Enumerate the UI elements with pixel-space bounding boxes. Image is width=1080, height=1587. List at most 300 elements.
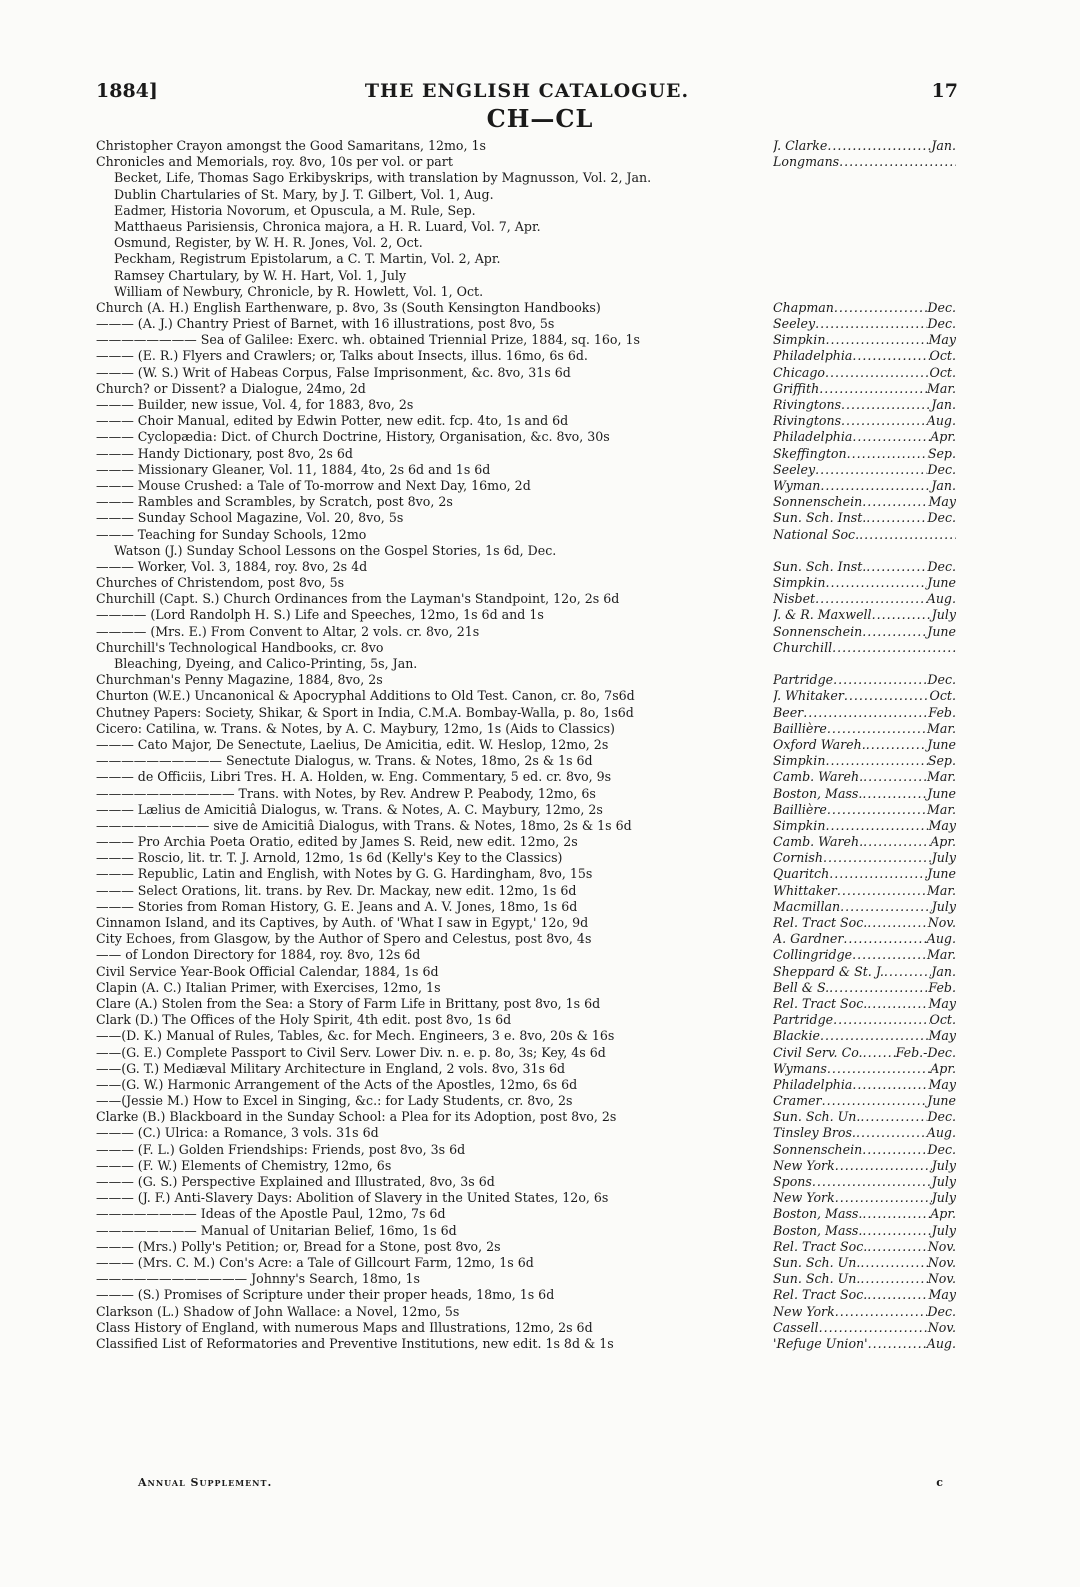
header-year: 1884]	[96, 80, 158, 102]
entry-publisher: Quaritch	[773, 866, 830, 882]
entry-date: Sep.	[927, 753, 956, 769]
entry-title: Class History of England, with numerous Maps and Illustrations, 12mo, 2s 6d	[96, 1319, 593, 1335]
entry-date: May	[928, 1287, 956, 1303]
entry-title: ——(G. W.) Harmonic Arrangement of the Acts of the Apostles, 12mo, 6s 6d	[96, 1076, 578, 1092]
entry-publisher: Chicago	[773, 364, 825, 380]
entry-publisher-block	[773, 381, 956, 397]
catalogue-entry	[96, 462, 956, 478]
entry-date: Oct.	[929, 688, 956, 704]
leader-dots	[832, 640, 956, 656]
leader-dots	[827, 802, 927, 818]
catalogue-entry	[96, 834, 956, 850]
leader-dots	[803, 705, 928, 721]
entry-date: Mar.	[926, 801, 956, 817]
entry-title: ——— Pro Archia Poeta Oratio, edited by James S. Reid, new edit. 12mo, 2s	[96, 834, 578, 850]
entry-date: Oct.	[929, 1012, 956, 1028]
entry-publisher-block	[773, 1206, 956, 1222]
entry-date: Dec.	[927, 558, 956, 574]
leader-dots	[856, 1125, 927, 1141]
entry-publisher: Sonnenschein	[773, 623, 863, 639]
entry-publisher-block	[773, 527, 956, 543]
entry-publisher: Griffith	[773, 380, 820, 396]
catalogue-entry	[96, 818, 956, 834]
entry-publisher: Philadelphia	[773, 1076, 853, 1092]
catalogue-entry	[96, 753, 956, 769]
leader-dots	[835, 1158, 932, 1174]
entry-publisher: A. Gardner	[773, 931, 844, 947]
footer-supplement: Annual Supplement.	[138, 1476, 273, 1489]
leader-dots	[863, 1045, 896, 1061]
leader-dots	[852, 1077, 928, 1093]
entry-date: Dec.	[927, 461, 956, 477]
leader-dots	[852, 429, 930, 445]
entry-publisher: Sheppard & St. J.	[773, 963, 884, 979]
entry-publisher: J. & R. Maxwell	[773, 607, 872, 623]
entry-publisher: Whittaker	[773, 882, 837, 898]
catalogue-entry	[96, 737, 956, 753]
catalogue-entry	[96, 397, 956, 413]
catalogue-entry	[96, 850, 956, 866]
entry-title: ——— Republic, Latin and English, with Notes by G. G. Hardingham, 8vo, 15s	[96, 866, 593, 882]
entry-publisher-block	[773, 462, 956, 478]
catalogue-entry	[96, 154, 956, 170]
entry-publisher: Blackie	[773, 1028, 820, 1044]
entry-publisher: 'Refuge Union'	[773, 1335, 868, 1351]
entry-publisher-block	[773, 1304, 956, 1320]
catalogue-entry	[96, 802, 956, 818]
entry-date: Apr.	[930, 429, 956, 445]
entry-publisher-block	[773, 705, 956, 721]
entry-date: June	[927, 623, 956, 639]
entry-title: ——— (Mrs. C. M.) Con's Acre: a Tale of Gillcourt Farm, 12mo, 1s 6d	[96, 1254, 534, 1270]
catalogue-entry	[96, 284, 956, 300]
entry-publisher-block	[773, 1320, 956, 1336]
entry-publisher: New York	[773, 1190, 835, 1206]
leader-dots	[862, 786, 927, 802]
entry-publisher-block	[773, 429, 956, 445]
entry-title: Chronicles and Memorials, roy. 8vo, 10s per vol. or part	[96, 154, 453, 170]
entry-title: Churton (W.E.) Uncanonical & Apocryphal Additions to Old Test. Canon, cr. 8o, 7s6d	[96, 688, 635, 704]
entry-publisher-block	[773, 899, 956, 915]
catalogue-entry	[96, 1158, 956, 1174]
entry-publisher-block	[773, 688, 956, 704]
entry-publisher: J. Whitaker	[773, 688, 844, 704]
entry-publisher: Longmans	[773, 154, 840, 170]
entry-date: Aug.	[926, 931, 956, 947]
entry-title: —— of London Directory for 1884, roy. 8vo, 12s 6d	[96, 947, 421, 963]
entry-publisher-block	[773, 1093, 956, 1109]
entry-publisher-block	[773, 1012, 956, 1028]
entry-date: Oct.	[929, 348, 956, 364]
entry-date: July	[931, 607, 956, 623]
entry-date: Mar.	[926, 882, 956, 898]
entry-title: ————————— sive de Amicitiâ Dialogus, with Trans. & Notes, 18mo, 2s & 1s 6d	[96, 817, 632, 833]
entry-title: ——— Mouse Crushed: a Tale of To-morrow and Next Day, 16mo, 2d	[96, 477, 531, 493]
entry-publisher-block	[773, 397, 956, 413]
entry-publisher: Rel. Tract Soc.	[773, 995, 868, 1011]
catalogue-entry	[96, 1061, 956, 1077]
entry-publisher: Simpkin	[773, 817, 826, 833]
catalogue-entry	[96, 348, 956, 364]
entry-title: Classified List of Reformatories and Preventive Institutions, new edit. 1s 8d & 1s	[96, 1335, 614, 1351]
entry-publisher-block	[773, 883, 956, 899]
entry-title: ———— (Lord Randolph H. S.) Life and Speeches, 12mo, 1s 6d and 1s	[96, 607, 544, 623]
entry-publisher-block	[773, 1174, 956, 1190]
entry-publisher: Rel. Tract Soc.	[773, 1238, 868, 1254]
entry-title: ——— (W. S.) Writ of Habeas Corpus, False Imprisonment, &c. 8vo, 31s 6d	[96, 364, 571, 380]
entry-publisher-block	[773, 786, 956, 802]
entry-publisher: Chapman	[773, 299, 834, 315]
entry-publisher: Boston, Mass.	[773, 1222, 863, 1238]
leader-dots	[829, 866, 927, 882]
entry-title: Cinnamon Island, and its Captives, by Auth. of 'What I saw in Egypt,' 12o, 9d	[96, 915, 589, 930]
catalogue-entry	[96, 1077, 956, 1093]
catalogue-entry	[96, 1190, 956, 1206]
entry-title: ——— Select Orations, lit. trans. by Rev. Dr. Mackay, new edit. 12mo, 1s 6d	[96, 882, 577, 898]
entry-date: June	[927, 575, 956, 591]
leader-dots	[825, 818, 928, 834]
leader-dots	[819, 1320, 928, 1336]
catalogue-entry	[96, 640, 956, 656]
entry-publisher: National Soc.	[773, 526, 860, 542]
entry-title: Clark (D.) The Offices of the Holy Spirit, 4th edit. post 8vo, 1s 6d	[96, 1012, 512, 1028]
entry-publisher-block	[773, 947, 956, 963]
entry-publisher-block	[773, 866, 956, 882]
entry-date: Dec.	[927, 299, 956, 315]
entry-publisher-block	[773, 1271, 956, 1287]
entry-title: Church (A. H.) English Earthenware, p. 8vo, 3s (South Kensington Handbooks)	[96, 299, 601, 315]
entry-publisher: Sonnenschein	[773, 1141, 863, 1157]
entry-date: Jan.	[931, 477, 956, 493]
catalogue-entry	[96, 235, 956, 251]
entry-title: Matthaeus Parisiensis, Chronica majora, a H. R. Luard, Vol. 7, Apr.	[114, 218, 541, 234]
catalogue-entry	[96, 1012, 956, 1028]
entry-title: Becket, Life, Thomas Sago Erkibyskrips, with translation by Magnusson, Vol. 2, Jan.	[114, 170, 652, 186]
entry-publisher-block	[773, 1223, 956, 1239]
catalogue-entries	[96, 138, 956, 1352]
catalogue-entry	[96, 381, 956, 397]
entry-title: Dublin Chartularies of St. Mary, by J. T. Gilbert, Vol. 1, Aug.	[114, 186, 494, 202]
entry-publisher-block	[773, 413, 956, 429]
leader-dots	[835, 1190, 932, 1206]
catalogue-entry	[96, 624, 956, 640]
entry-publisher-block	[773, 996, 956, 1012]
catalogue-entry	[96, 1206, 956, 1222]
entry-publisher: Baillière	[773, 801, 827, 817]
catalogue-entry	[96, 1045, 956, 1061]
entry-title: ——— (G. S.) Perspective Explained and Illustrated, 8vo, 3s 6d	[96, 1174, 495, 1189]
leader-dots	[815, 591, 927, 607]
leader-dots	[839, 154, 956, 170]
leader-dots	[829, 980, 928, 996]
entry-publisher-block	[773, 1077, 956, 1093]
entry-title: ——— (A. J.) Chantry Priest of Barnet, with 16 illustrations, post 8vo, 5s	[96, 316, 555, 332]
leader-dots	[866, 737, 928, 753]
entry-title: ——————————— Trans. with Notes, by Rev. Andrew P. Peabody, 12mo, 6s	[96, 785, 596, 801]
entry-title: ——— Lælius de Amicitiâ Dialogus, w. Trans. & Notes, A. C. Maybury, 12mo, 2s	[96, 801, 603, 817]
catalogue-entry	[96, 899, 956, 915]
entry-publisher-block	[773, 1142, 956, 1158]
entry-publisher: Philadelphia	[773, 429, 853, 445]
entry-publisher-block	[773, 607, 956, 623]
entry-date: July	[931, 1174, 956, 1189]
entry-publisher: Sun. Sch. Un.	[773, 1109, 861, 1125]
entry-title: ———————— Manual of Unitarian Belief, 16mo, 1s 6d	[96, 1222, 457, 1238]
entry-publisher: Boston, Mass.	[773, 1206, 863, 1222]
entry-title: ——— Cato Major, De Senectute, Laelius, De Amicitia, edit. W. Heslop, 12mo, 2s	[96, 736, 609, 752]
entry-date: Dec.	[927, 510, 956, 526]
entry-publisher-block	[773, 1190, 956, 1206]
entry-publisher: Beer	[773, 704, 804, 720]
entry-publisher: Skeffington	[773, 445, 847, 461]
entry-publisher-block	[773, 348, 956, 364]
leader-dots	[868, 1336, 927, 1352]
entry-title: Peckham, Registrum Epistolarum, a C. T. Martin, Vol. 2, Apr.	[114, 251, 501, 267]
entry-date: Apr.	[930, 834, 956, 850]
entry-date: Aug.	[926, 413, 956, 429]
catalogue-entry	[96, 656, 956, 672]
entry-title: ——— Missionary Gleaner, Vol. 11, 1884, 4to, 2s 6d and 1s 6d	[96, 461, 491, 477]
entry-date: Dec.	[927, 316, 956, 332]
catalogue-entry	[96, 1304, 956, 1320]
entry-publisher-block	[773, 1336, 956, 1352]
catalogue-entry	[96, 688, 956, 704]
leader-dots	[862, 1223, 931, 1239]
entry-publisher-block	[773, 494, 956, 510]
leader-dots	[823, 850, 932, 866]
catalogue-entry	[96, 138, 956, 154]
entry-title: Civil Service Year-Book Official Calendar, 1884, 1s 6d	[96, 963, 439, 979]
entry-publisher: New York	[773, 1157, 835, 1173]
entry-date: Dec.	[927, 1303, 956, 1319]
page-number: 17	[931, 80, 958, 102]
entry-publisher-block	[773, 737, 956, 753]
entry-title: Clarkson (L.) Shadow of John Wallace: a Novel, 12mo, 5s	[96, 1303, 460, 1319]
leader-dots	[820, 1028, 929, 1044]
entry-date: Jan.	[931, 138, 956, 153]
catalogue-entry	[96, 203, 956, 219]
entry-date: July	[931, 1190, 956, 1206]
catalogue-entry	[96, 316, 956, 332]
entry-date: Nov.	[927, 1319, 956, 1335]
entry-date: Mar.	[926, 720, 956, 736]
entry-date: July	[931, 850, 956, 866]
entry-publisher: Cramer	[773, 1093, 822, 1109]
entry-date: Aug.	[926, 591, 956, 607]
entry-date: Dec.	[927, 672, 956, 688]
catalogue-entry	[96, 510, 956, 526]
entry-publisher-block	[773, 1125, 956, 1141]
catalogue-entry	[96, 559, 956, 575]
entry-publisher-block	[773, 510, 956, 526]
entry-date: May	[928, 1028, 956, 1044]
entry-publisher: Sun. Sch. Inst.	[773, 510, 867, 526]
entry-date: Feb.	[928, 979, 956, 995]
leader-dots	[819, 381, 927, 397]
leader-dots	[825, 332, 928, 348]
entry-publisher-block	[773, 332, 956, 348]
catalogue-entry	[96, 980, 956, 996]
entry-date: Sep.	[927, 445, 956, 461]
entry-publisher: Simpkin	[773, 575, 826, 591]
entry-date: Aug.	[926, 1335, 956, 1351]
entry-title: Watson (J.) Sunday School Lessons on the Gospel Stories, 1s 6d, Dec.	[114, 542, 557, 558]
entry-title: ——— Stories from Roman History, G. E. Jeans and A. V. Jones, 18mo, 1s 6d	[96, 898, 578, 914]
catalogue-entry	[96, 1093, 956, 1109]
entry-title: ———————— Ideas of the Apostle Paul, 12mo, 7s 6d	[96, 1206, 446, 1222]
entry-date: Jan.	[931, 963, 956, 979]
entry-publisher: Cornish	[773, 850, 823, 866]
header-title: THE ENGLISH CATALOGUE.	[364, 80, 690, 102]
leader-dots	[833, 1012, 929, 1028]
catalogue-entry	[96, 300, 956, 316]
leader-dots	[827, 721, 927, 737]
leader-dots	[843, 931, 926, 947]
entry-title: ——— Builder, new issue, Vol. 4, for 1883, 8vo, 2s	[96, 397, 414, 412]
entry-title: ——— Sunday School Magazine, Vol. 20, 8vo, 5s	[96, 510, 404, 526]
catalogue-entry	[96, 1125, 956, 1141]
leader-dots	[866, 559, 927, 575]
entry-publisher-block	[773, 624, 956, 640]
catalogue-entry	[96, 575, 956, 591]
catalogue-entry	[96, 527, 956, 543]
leader-dots	[862, 1142, 927, 1158]
entry-title: Clarke (B.) Blackboard in the Sunday School: a Plea for its Adoption, post 8vo, 2s	[96, 1109, 617, 1125]
catalogue-entry	[96, 883, 956, 899]
leader-dots	[833, 672, 927, 688]
catalogue-entry	[96, 219, 956, 235]
catalogue-entry	[96, 494, 956, 510]
leader-dots	[825, 753, 927, 769]
entry-title: ——— (J. F.) Anti-Slavery Days: Abolition of Slavery in the United States, 12o, 6s	[96, 1190, 609, 1206]
entry-title: ——— Worker, Vol. 3, 1884, roy. 8vo, 2s 4d	[96, 558, 368, 574]
entry-publisher-block	[773, 721, 956, 737]
entry-title: Churchill's Technological Handbooks, cr. 8vo	[96, 639, 384, 655]
leader-dots	[863, 769, 927, 785]
catalogue-entry	[96, 964, 956, 980]
leader-dots	[841, 397, 931, 413]
entry-date: Feb.-Dec.	[895, 1044, 956, 1060]
entry-publisher-block	[773, 769, 956, 785]
entry-date: May	[928, 494, 956, 510]
entry-date: June	[927, 736, 956, 752]
catalogue-entry	[96, 1336, 956, 1352]
entry-title: ——— (F. L.) Golden Friendships: Friends, post 8vo, 3s 6d	[96, 1141, 466, 1157]
entry-publisher: Camb. Wareh.	[773, 834, 864, 850]
entry-title: ——— Roscio, lit. tr. T. J. Arnold, 12mo, 1s 6d (Kelly's Key to the Classics)	[96, 850, 563, 866]
entry-publisher: Sun. Sch. Inst.	[773, 558, 867, 574]
catalogue-entry	[96, 931, 956, 947]
catalogue-entry	[96, 672, 956, 688]
entry-publisher-block	[773, 931, 956, 947]
leader-dots	[862, 624, 927, 640]
leader-dots	[866, 510, 927, 526]
entry-title: ——— Handy Dictionary, post 8vo, 2s 6d	[96, 445, 353, 461]
catalogue-entry	[96, 996, 956, 1012]
catalogue-entry	[96, 1287, 956, 1303]
entry-publisher: Sun. Sch. Un.	[773, 1271, 861, 1287]
entry-date: May	[928, 995, 956, 1011]
leader-dots	[867, 1287, 928, 1303]
entry-title: Churches of Christendom, post 8vo, 5s	[96, 575, 345, 591]
catalogue-entry	[96, 251, 956, 267]
entry-title: City Echoes, from Glasgow, by the Author of Spero and Celestus, post 8vo, 4s	[96, 931, 592, 947]
entry-publisher: Churchill	[773, 639, 833, 655]
catalogue-entry	[96, 1239, 956, 1255]
catalogue-entry	[96, 413, 956, 429]
entry-title: ——— Cyclopædia: Dict. of Church Doctrine, History, Organisation, &c. 8vo, 30s	[96, 429, 610, 445]
entry-date: Nov.	[927, 1238, 956, 1254]
catalogue-entry	[96, 705, 956, 721]
catalogue-entry	[96, 591, 956, 607]
entry-title: ——(D. K.) Manual of Rules, Tables, &c. for Mech. Engineers, 3 e. 8vo, 20s & 16s	[96, 1028, 615, 1044]
entry-date: Feb.	[928, 704, 956, 720]
entry-publisher: Rel. Tract Soc.	[773, 915, 868, 930]
catalogue-entry	[96, 268, 956, 284]
page-footer	[96, 1476, 958, 1496]
catalogue-entry	[96, 478, 956, 494]
entry-publisher: Oxford Wareh.	[773, 736, 866, 752]
leader-dots	[825, 365, 930, 381]
entry-publisher: Baillière	[773, 720, 827, 736]
entry-date: Apr.	[930, 1206, 956, 1222]
catalogue-entry	[96, 1271, 956, 1287]
leader-dots	[841, 413, 927, 429]
entry-publisher: Spons	[773, 1174, 812, 1189]
leader-dots	[844, 688, 930, 704]
entry-publisher-block	[773, 316, 956, 332]
catalogue-entry	[96, 446, 956, 462]
entry-title: ———— (Mrs. E.) From Convent to Altar, 2 vols. cr. 8vo, 21s	[96, 623, 480, 639]
entry-title: ——— (E. R.) Flyers and Crawlers; or, Talks about Insects, illus. 16mo, 6s 6d.	[96, 348, 588, 364]
leader-dots	[862, 494, 928, 510]
entry-date: Apr.	[930, 1060, 956, 1076]
leader-dots	[815, 316, 927, 332]
entry-publisher-block	[773, 915, 956, 931]
entry-publisher: Sonnenschein	[773, 494, 863, 510]
entry-publisher-block	[773, 1255, 956, 1271]
catalogue-entry	[96, 607, 956, 623]
catalogue-entry	[96, 1255, 956, 1271]
catalogue-entry	[96, 365, 956, 381]
entry-title: Christopher Crayon amongst the Good Samaritans, 12mo, 1s	[96, 138, 486, 153]
entry-publisher-block	[773, 1158, 956, 1174]
entry-title: Bleaching, Dyeing, and Calico-Printing, 5s, Jan.	[114, 656, 418, 671]
entry-date: July	[931, 1222, 956, 1238]
entry-title: ——— (S.) Promises of Scripture under their proper heads, 18mo, 1s 6d	[96, 1287, 555, 1303]
entry-title: ——— de Officiis, Libri Tres. H. A. Holden, w. Eng. Commentary, 5 ed. cr. 8vo, 9s	[96, 769, 612, 785]
leader-dots	[867, 996, 928, 1012]
leader-dots	[835, 1304, 928, 1320]
entry-publisher-block	[773, 154, 956, 170]
leader-dots	[863, 834, 930, 850]
entry-publisher-block	[773, 1109, 956, 1125]
entry-publisher-block	[773, 1061, 956, 1077]
catalogue-entry	[96, 1320, 956, 1336]
leader-dots	[860, 1271, 927, 1287]
entry-date: May	[928, 332, 956, 348]
entry-title: ——(G. E.) Complete Passport to Civil Serv. Lower Div. n. e. p. 8o, 3s; Key, 4s 6d	[96, 1044, 606, 1060]
catalogue-entry	[96, 1109, 956, 1125]
leader-dots	[822, 1093, 928, 1109]
catalogue-entry	[96, 1142, 956, 1158]
entry-publisher-block	[773, 1239, 956, 1255]
entry-publisher-block	[773, 753, 956, 769]
catalogue-entry	[96, 1174, 956, 1190]
entry-publisher: Sun. Sch. Un.	[773, 1254, 861, 1270]
entry-title: Clare (A.) Stolen from the Sea: a Story of Farm Life in Brittany, post 8vo, 1s 6d	[96, 995, 601, 1011]
entry-date: Mar.	[926, 380, 956, 396]
